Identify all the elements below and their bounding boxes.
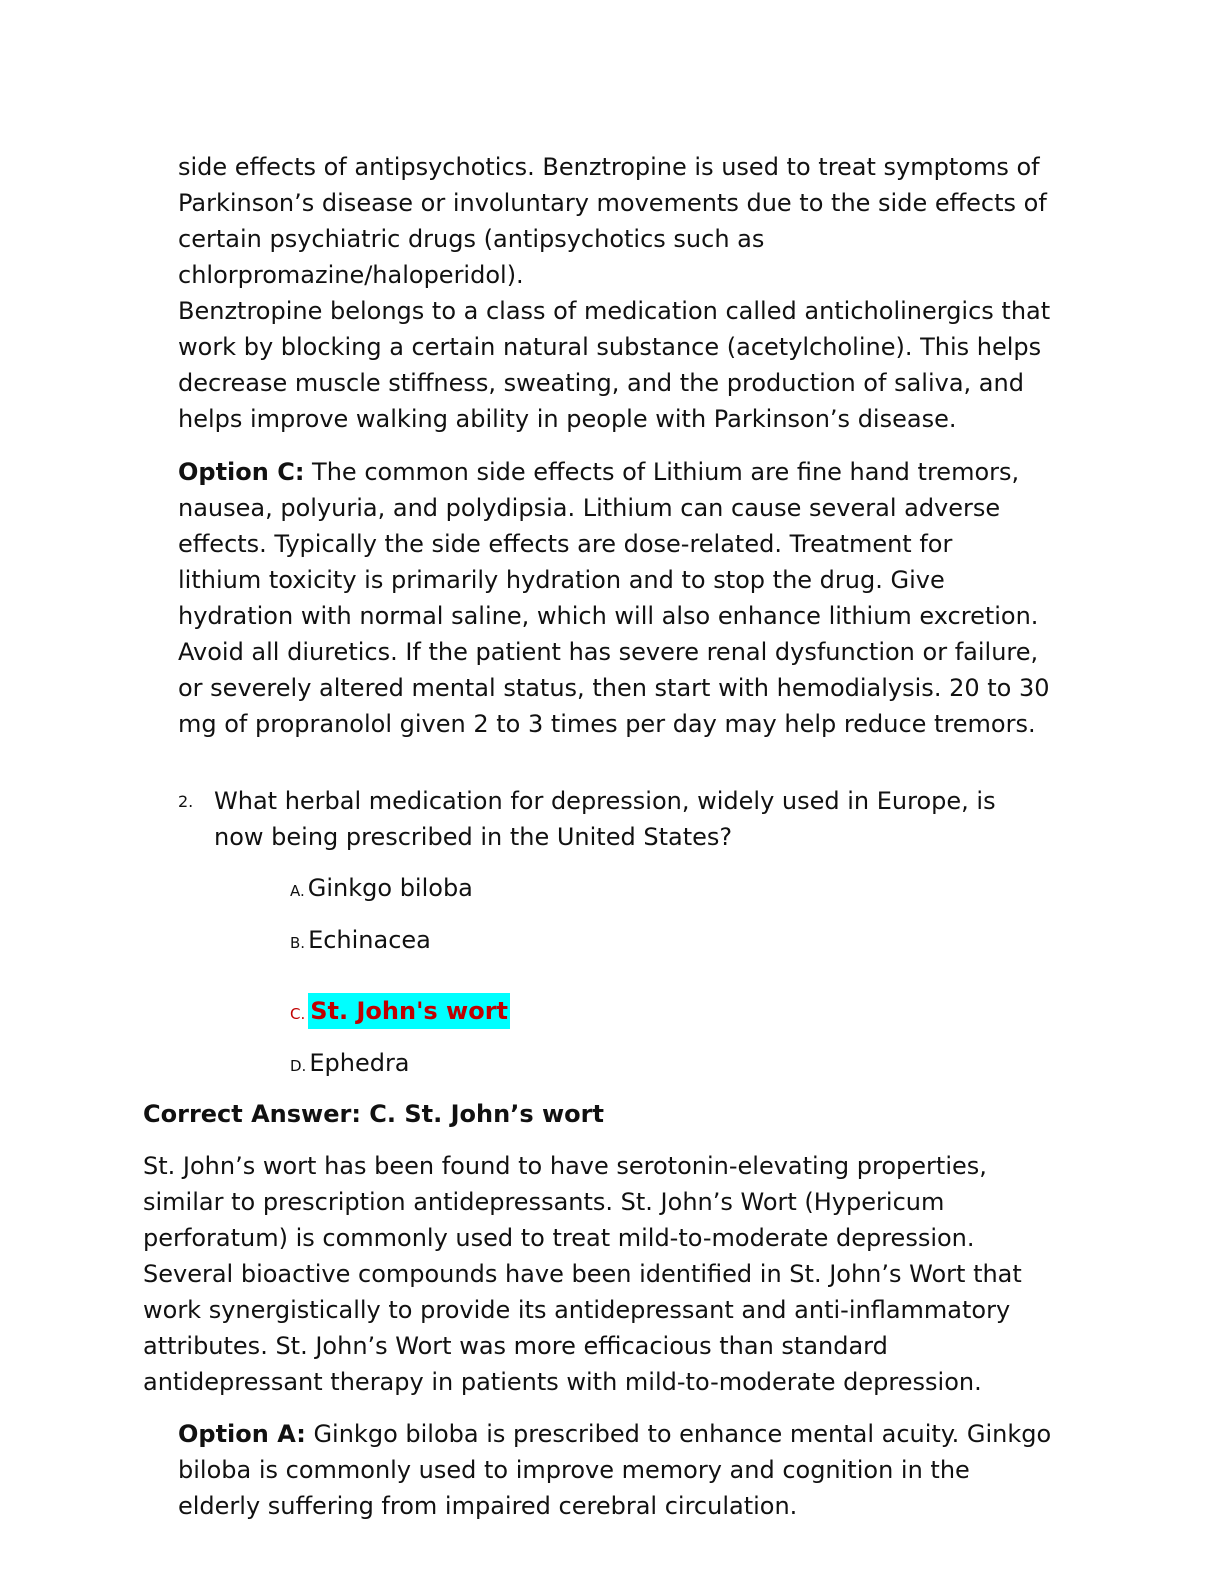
text-line: hydration with normal saline, which will also enhance lithium excretion. bbox=[178, 602, 1039, 630]
question-text bbox=[214, 783, 1074, 855]
option-c-explanation bbox=[178, 454, 1078, 742]
text-line: Benztropine belongs to a class of medication called anticholinergics that bbox=[178, 297, 1051, 325]
text-line: attributes. St. John’s Wort was more efficacious than standard bbox=[143, 1332, 888, 1360]
text-line: perforatum) is commonly used to treat mild-to-moderate depression. bbox=[143, 1224, 975, 1252]
text-line bbox=[178, 454, 1078, 490]
text-line: now being prescribed in the United States? bbox=[214, 823, 733, 851]
text-line: certain psychiatric drugs (antipsychotics such as bbox=[178, 225, 765, 253]
option-b[interactable] bbox=[290, 922, 431, 958]
highlighted-correct-option: St. John's wort bbox=[308, 993, 510, 1029]
option-c-first-line: The common side effects of Lithium are fine hand tremors, bbox=[304, 458, 1020, 486]
text-line: helps improve walking ability in people with Parkinson’s disease. bbox=[178, 405, 957, 433]
text-line: mg of propranolol given 2 to 3 times per day may help reduce tremors. bbox=[178, 710, 1036, 738]
text-line: work synergistically to provide its antidepressant and anti-inflammatory bbox=[143, 1296, 1011, 1324]
option-a[interactable] bbox=[290, 870, 473, 906]
text-line bbox=[178, 1416, 1078, 1452]
text-line: decrease muscle stiffness, sweating, and the production of saliva, and bbox=[178, 369, 1024, 397]
benztropine-paragraph bbox=[178, 149, 1078, 437]
text-line: effects. Typically the side effects are dose-related. Treatment for bbox=[178, 530, 953, 558]
option-letter: D. bbox=[290, 1057, 307, 1075]
text-line: St. John’s wort has been found to have serotonin-elevating properties, bbox=[143, 1152, 987, 1180]
option-a-first-line: Ginkgo biloba is prescribed to enhance mental acuity. Ginkgo bbox=[305, 1420, 1052, 1448]
text-line: Several bioactive compounds have been identified in St. John’s Wort that bbox=[143, 1260, 1022, 1288]
option-label: Echinacea bbox=[308, 926, 431, 954]
option-a-explanation bbox=[178, 1416, 1078, 1524]
text-line: antidepressant therapy in patients with mild-to-moderate depression. bbox=[143, 1368, 982, 1396]
option-letter: C. bbox=[290, 1005, 306, 1023]
option-letter: A. bbox=[290, 882, 305, 900]
option-c-correct[interactable] bbox=[290, 993, 510, 1029]
text-line: work by blocking a certain natural substance (acetylcholine). This helps bbox=[178, 333, 1042, 361]
option-a-label: Option A: bbox=[178, 1420, 306, 1448]
option-label: Ginkgo biloba bbox=[307, 874, 473, 902]
text-line: side effects of antipsychotics. Benztropine is used to treat symptoms of bbox=[178, 153, 1040, 181]
text-line: Avoid all diuretics. If the patient has severe renal dysfunction or failure, bbox=[178, 638, 1039, 666]
question-number: 2. bbox=[178, 792, 194, 811]
text-line: chlorpromazine/haloperidol). bbox=[178, 261, 524, 289]
text-line: What herbal medication for depression, widely used in Europe, is bbox=[214, 787, 996, 815]
option-letter: B. bbox=[290, 934, 306, 952]
option-c-label: Option C: bbox=[178, 458, 305, 486]
option-label: Ephedra bbox=[309, 1049, 410, 1077]
text-line: biloba is commonly used to improve memory and cognition in the bbox=[178, 1456, 970, 1484]
text-line: lithium toxicity is primarily hydration and to stop the drug. Give bbox=[178, 566, 945, 594]
text-line: similar to prescription antidepressants. St. John’s Wort (Hypericum bbox=[143, 1188, 945, 1216]
text-line: or severely altered mental status, then start with hemodialysis. 20 to 30 bbox=[178, 674, 1050, 702]
text-line: elderly suffering from impaired cerebral circulation. bbox=[178, 1492, 798, 1520]
text-line: nausea, polyuria, and polydipsia. Lithium can cause several adverse bbox=[178, 494, 1001, 522]
option-d[interactable] bbox=[290, 1045, 410, 1081]
correct-answer-heading: Correct Answer: C. St. John’s wort bbox=[143, 1100, 604, 1128]
answer-explanation bbox=[143, 1148, 1083, 1400]
text-line: Parkinson’s disease or involuntary movements due to the side effects of bbox=[178, 189, 1047, 217]
